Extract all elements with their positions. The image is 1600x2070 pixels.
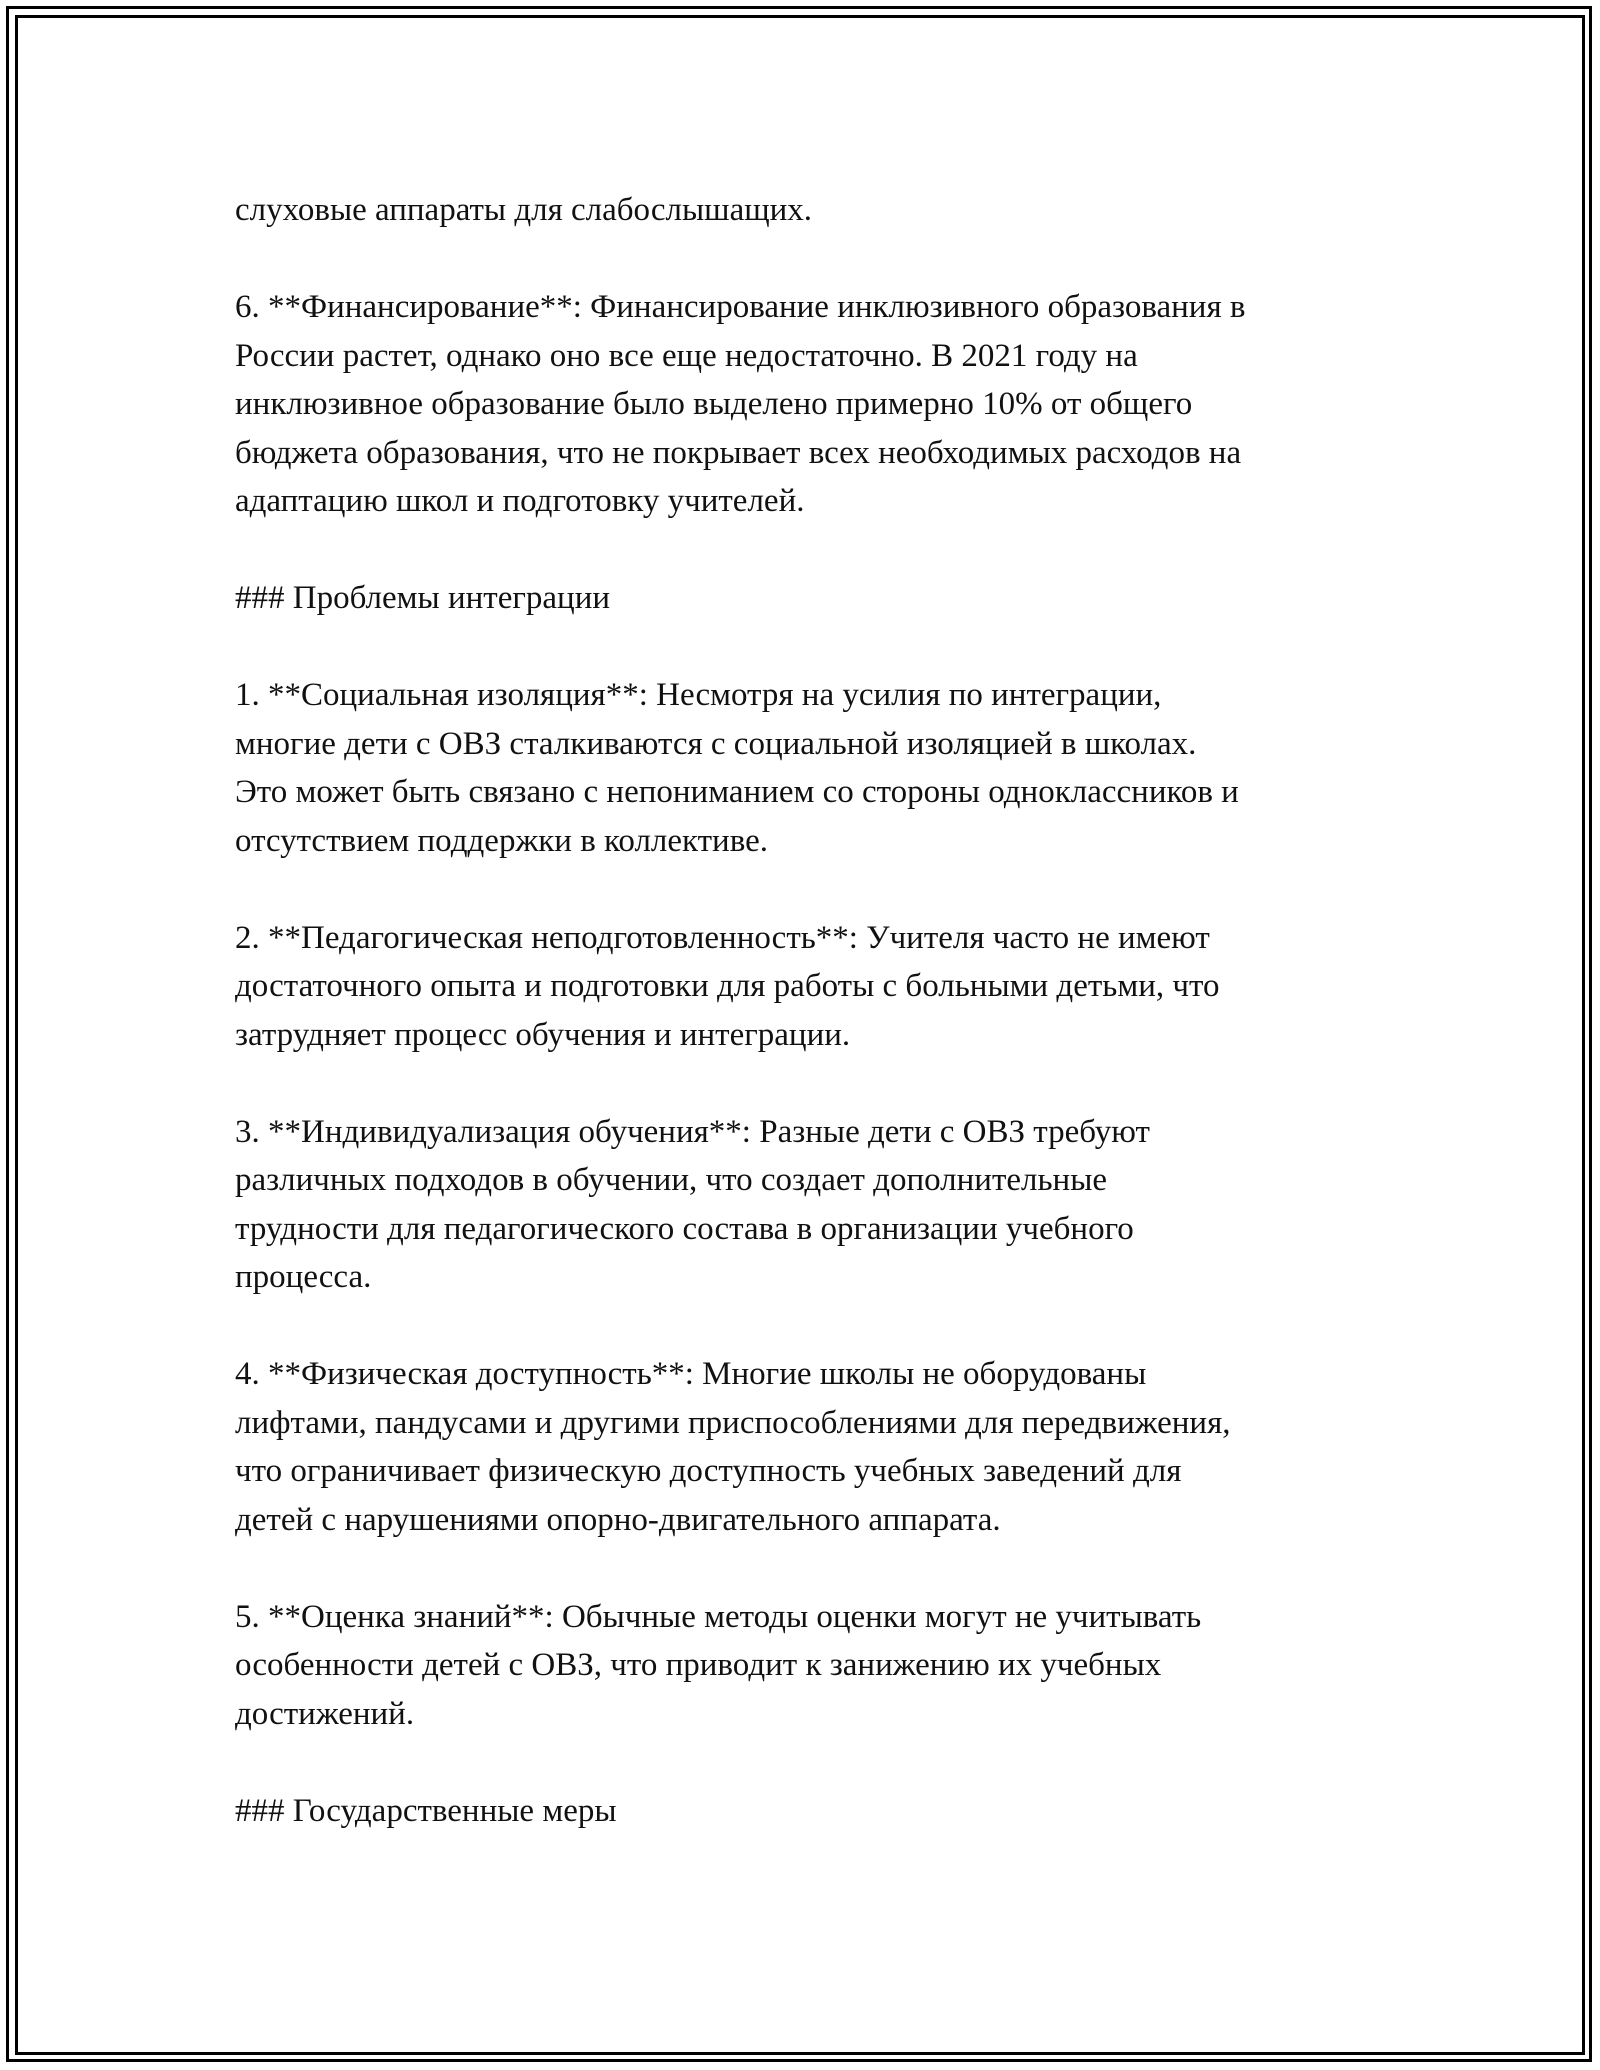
text-line: достижений. [235,1695,415,1732]
heading-line: ### Проблемы интеграции [235,580,611,616]
text-line: лифтами, пандусами и другими приспособлениями для передвижения, [235,1404,1231,1441]
text-line: 2. **Педагогическая неподготовленность**: Учителя часто не имеют [235,919,1210,956]
list-item-financing [235,283,1395,526]
list-item-individualization [235,1108,1395,1302]
list-item-physical-accessibility [235,1350,1395,1544]
text-line: что ограничивает физическую доступность учебных заведений для [235,1453,1182,1489]
paragraph-continuation [235,186,1395,235]
list-item-knowledge-assessment [235,1593,1395,1739]
text-line: адаптацию школ и подготовку учителей. [235,483,805,519]
text-line: детей с нарушениями опорно-двигательного аппарата. [235,1501,1001,1538]
text-line: 4. **Физическая доступность**: Многие школы не оборудованы [235,1356,1147,1392]
section-heading-state-measures [235,1787,1395,1836]
text-line: многие дети с ОВЗ сталкиваются с социальной изоляцией в школах. [235,725,1197,762]
text-line: затрудняет процесс обучения и интеграции. [235,1016,851,1053]
text-line: различных подходов в обучении, что создает дополнительные [235,1162,1108,1198]
text-line: 6. **Финансирование**: Финансирование инклюзивного образования в [235,289,1246,325]
text-line: слуховые аппараты для слабослышащих. [235,192,813,228]
text-line: трудности для педагогического состава в организации учебного [235,1210,1134,1247]
list-item-social-isolation [235,671,1395,865]
text-line: 1. **Социальная изоляция**: Несмотря на усилия по интеграции, [235,677,1162,713]
text-line: 5. **Оценка знаний**: Обычные методы оценки могут не учитывать [235,1598,1202,1635]
document-body [235,186,1395,1835]
heading-line: ### Государственные меры [235,1792,617,1829]
list-item-pedagogical-unpreparedness [235,914,1395,1060]
text-line: России растет, однако оно все еще недостаточно. В 2021 году на [235,337,1138,374]
text-line: отсутствием поддержки в коллективе. [235,822,768,859]
text-line: достаточного опыта и подготовки для работы с больными детьми, что [235,968,1220,1004]
text-line: особенности детей с ОВЗ, что приводит к занижению их учебных [235,1647,1162,1683]
text-line: процесса. [235,1259,372,1295]
text-line: Это может быть связано с непониманием со стороны одноклассников и [235,774,1239,810]
text-line: 3. **Индивидуализация обучения**: Разные дети с ОВЗ требуют [235,1113,1150,1150]
text-line: бюджета образования, что не покрывает всех необходимых расходов на [235,434,1242,471]
text-line: инклюзивное образование было выделено примерно 10% от общего [235,386,1193,422]
section-heading-integration-problems [235,574,1395,623]
